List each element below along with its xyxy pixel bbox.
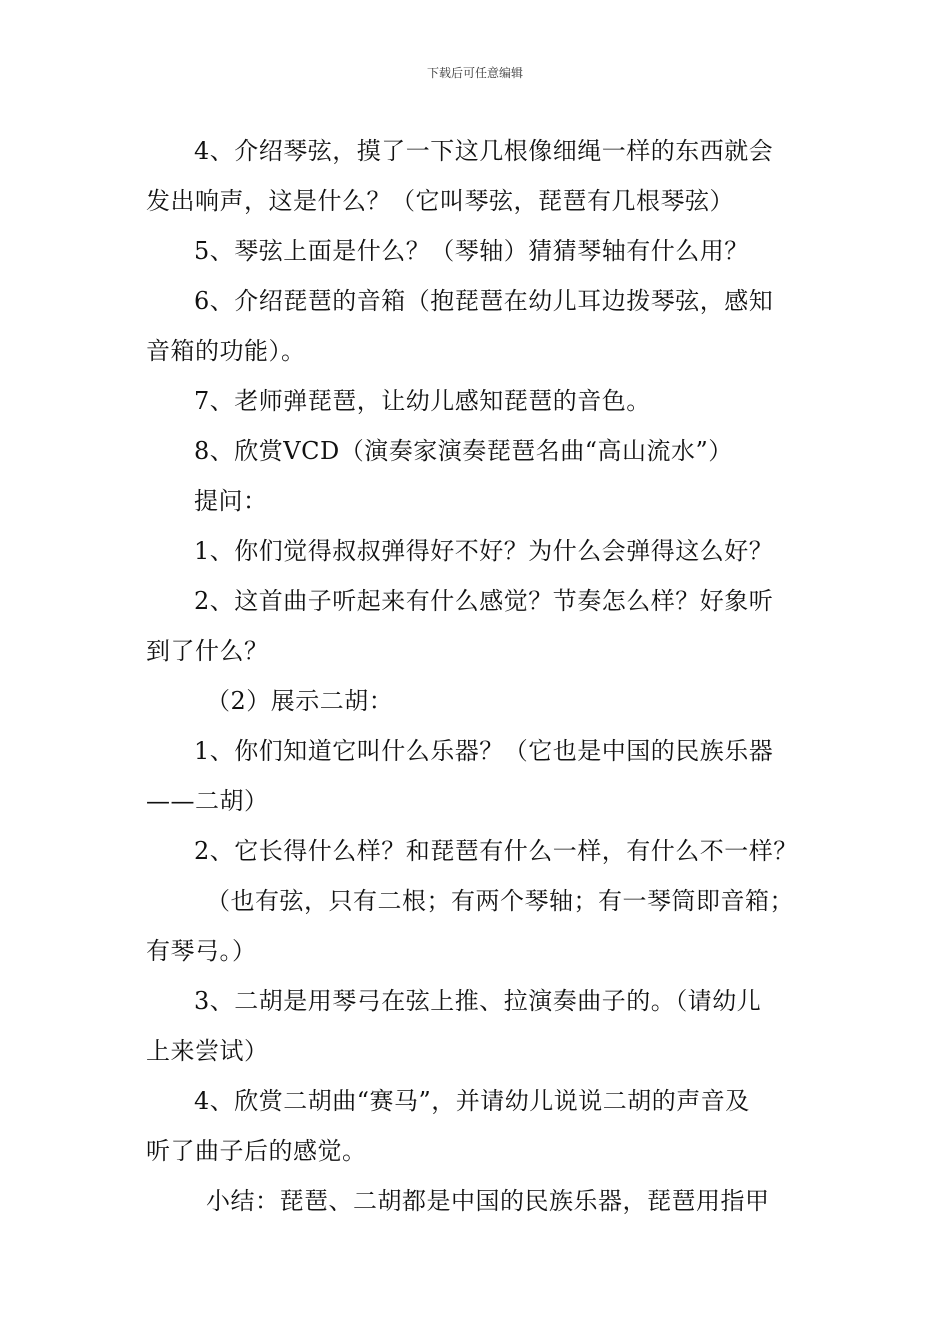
paragraph-line: ——二胡） [146,787,269,815]
paragraph-line: 8、欣赏VCD（演奏家演奏琵琶名曲“高山流水”） [194,437,733,465]
paragraph-line: 1、你们知道它叫什么乐器？（它也是中国的民族乐器 [194,737,774,765]
paragraph-line: 4、介绍琴弦，摸了一下这几根像细绳一样的东西就会 [194,137,774,165]
paragraph-line: 听了曲子后的感觉。 [146,1137,367,1165]
paragraph-line: 3、二胡是用琴弓在弦上推、拉演奏曲子的。（请幼儿 [194,987,762,1015]
paragraph-line: 5、琴弦上面是什么？（琴轴）猜猜琴轴有什么用？ [194,237,749,265]
paragraph-line: 上来尝试） [146,1037,269,1065]
paragraph-line: 2、这首曲子听起来有什么感觉？节奏怎么样？好象听 [194,587,774,615]
document-body [146,126,814,1226]
paragraph-line: 发出响声，这是什么？（它叫琴弦，琵琶有几根琴弦） [146,187,734,215]
paragraph-line: 提问： [194,487,268,515]
paragraph-line: 到了什么？ [146,637,269,665]
paragraph-line: 音箱的功能）。 [146,337,306,365]
paragraph-line: 4、欣赏二胡曲“赛马”，并请幼儿说说二胡的声音及 [194,1087,750,1115]
paragraph-line: （也有弦，只有二根；有两个琴轴；有一琴筒即音箱； [206,887,794,915]
paragraph-line: 7、老师弹琵琶，让幼儿感知琵琶的音色。 [194,387,651,415]
paragraph-line: 有琴弓。） [146,937,257,965]
paragraph-line: 6、介绍琵琶的音箱（抱琵琶在幼儿耳边拨琴弦，感知 [194,287,774,315]
summary-line: 小结：琵琶、二胡都是中国的民族乐器，琵琶用指甲 [206,1187,770,1215]
paragraph-line: 1、你们觉得叔叔弹得好不好？为什么会弹得这么好？ [194,537,774,565]
paragraph-line: 2、它长得什么样？和琵琶有什么一样，有什么不一样？ [194,837,798,865]
section-heading: （2）展示二胡： [206,687,394,715]
page-header: 下载后可任意编辑 [426,66,523,80]
